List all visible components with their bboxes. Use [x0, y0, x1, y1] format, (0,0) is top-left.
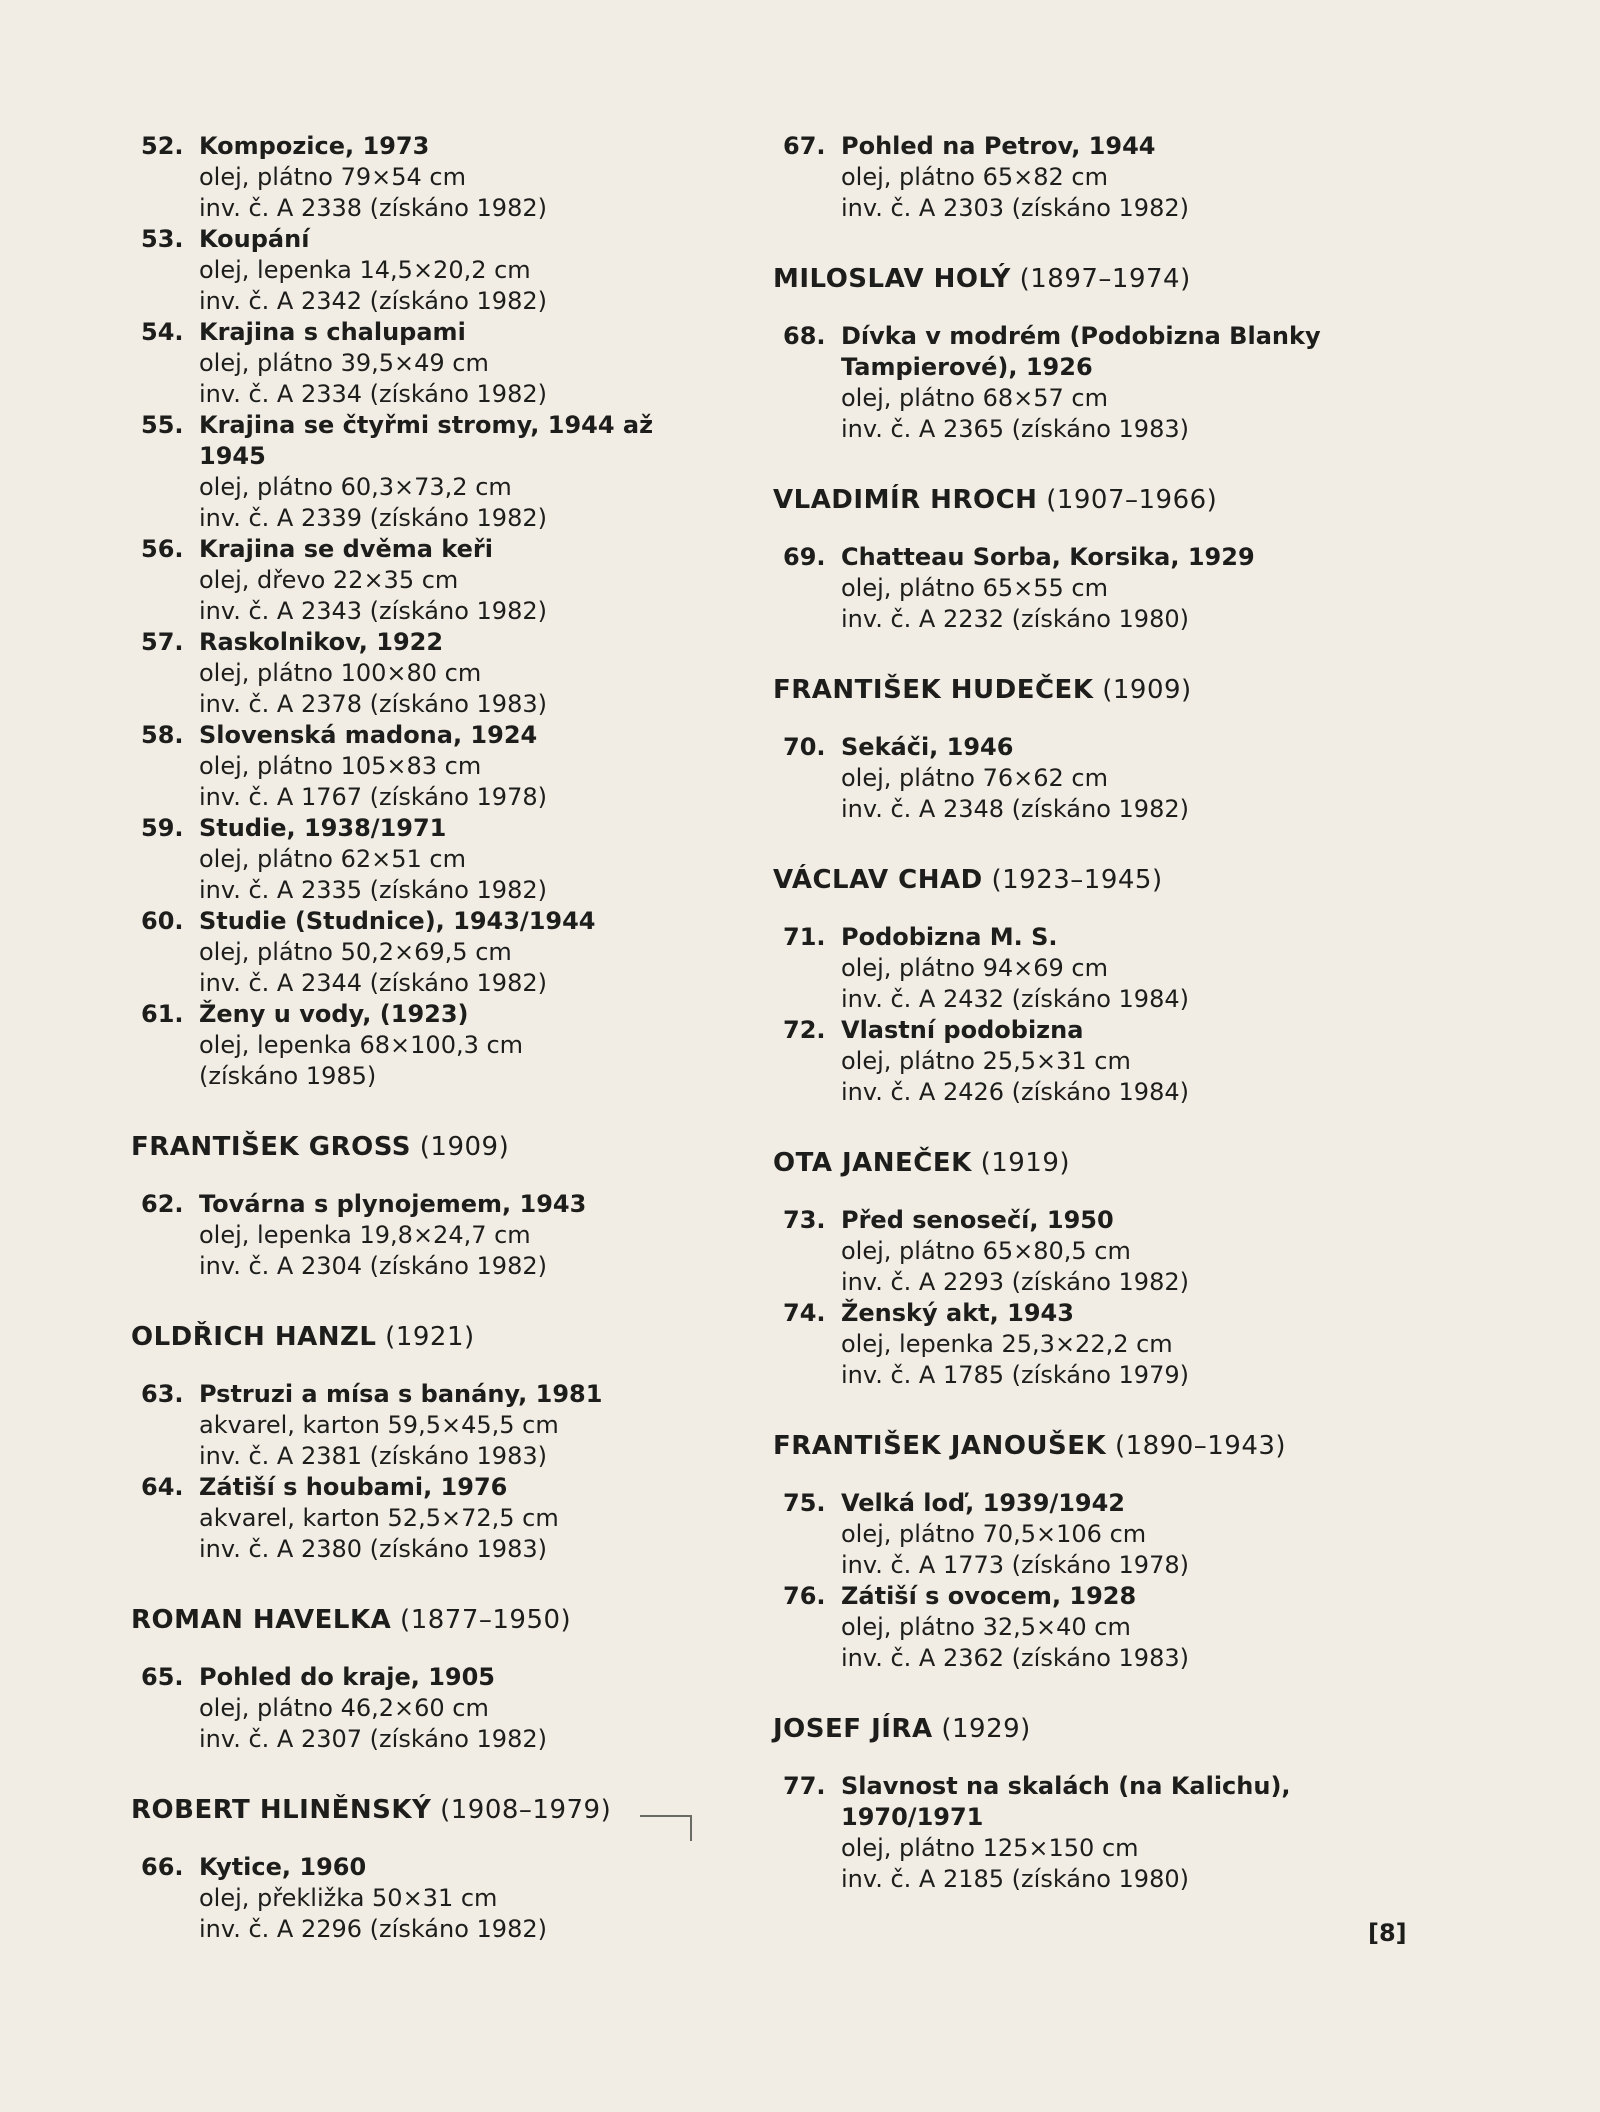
- artwork-inventory: inv. č. A 2343 (získáno 1982): [199, 597, 547, 625]
- entry-number: 55.: [141, 411, 184, 439]
- artwork-inventory: inv. č. A 2426 (získáno 1984): [841, 1078, 1189, 1106]
- artwork-inventory: inv. č. A 2348 (získáno 1982): [841, 795, 1189, 823]
- catalog-entry: [141, 1189, 701, 1282]
- artwork-title: Zátiší s houbami, 1976: [199, 1473, 508, 1501]
- artist-heading: [773, 263, 1343, 295]
- artwork-inventory: inv. č. A 2303 (získáno 1982): [841, 194, 1189, 222]
- artwork-title: Podobizna M. S.: [841, 923, 1058, 951]
- artist-heading: [131, 1794, 701, 1826]
- entry-number: 62.: [141, 1190, 184, 1218]
- artwork-title: Zátiší s ovocem, 1928: [841, 1582, 1137, 1610]
- artwork-title: Studie (Studnice), 1943/1944: [199, 907, 596, 935]
- artist-name: FRANTIŠEK GROSS: [131, 1132, 412, 1162]
- entry-number: 63.: [141, 1380, 184, 1408]
- artwork-medium: akvarel, karton 59,5⨯45,5 cm: [199, 1411, 559, 1439]
- entry-number: 67.: [783, 132, 826, 160]
- artwork-title: Vlastní podobizna: [841, 1016, 1084, 1044]
- artist-heading: [773, 1147, 1343, 1179]
- artwork-medium: olej, plátno 62⨯51 cm: [199, 845, 466, 873]
- catalog-entry: [141, 534, 701, 627]
- artwork-title: Pohled na Petrov, 1944: [841, 132, 1156, 160]
- artwork-title: Továrna s plynojemem, 1943: [199, 1190, 587, 1218]
- artist-name: VLADIMÍR HROCH: [773, 485, 1038, 515]
- artwork-inventory: inv. č. A 2293 (získáno 1982): [841, 1268, 1189, 1296]
- artwork-inventory: inv. č. A 1767 (získáno 1978): [199, 783, 547, 811]
- catalog-entry: [141, 1379, 701, 1472]
- artwork-title: Před senosečí, 1950: [841, 1206, 1114, 1234]
- artwork-title: Koupání: [199, 225, 310, 253]
- entry-number: 72.: [783, 1016, 826, 1044]
- catalog-entry: [783, 1298, 1343, 1391]
- artwork-medium: olej, plátno 68⨯57 cm: [841, 384, 1108, 412]
- artwork-medium: olej, plátno 76⨯62 cm: [841, 764, 1108, 792]
- artist-years: (1909): [419, 1132, 510, 1162]
- entry-number: 61.: [141, 1000, 184, 1028]
- artwork-medium: olej, plátno 105⨯83 cm: [199, 752, 482, 780]
- artwork-inventory: inv. č. A 2378 (získáno 1983): [199, 690, 547, 718]
- artwork-title: Raskolnikov, 1922: [199, 628, 444, 656]
- artwork-medium: olej, lepenka 68⨯100,3 cm: [199, 1031, 524, 1059]
- artwork-inventory: inv. č. A 2432 (získáno 1984): [841, 985, 1189, 1013]
- entry-number: 75.: [783, 1489, 826, 1517]
- entry-number: 69.: [783, 543, 826, 571]
- catalog-entry: [141, 410, 701, 534]
- artist-years: (1929): [941, 1714, 1031, 1744]
- artist-heading: [773, 864, 1343, 896]
- artist-heading: [773, 1713, 1343, 1745]
- entry-number: 73.: [783, 1206, 826, 1234]
- artwork-inventory: inv. č. A 2185 (získáno 1980): [841, 1865, 1189, 1893]
- entry-number: 74.: [783, 1299, 826, 1327]
- artist-name: VÁCLAV CHAD: [773, 865, 983, 895]
- artist-heading: [773, 674, 1343, 706]
- artwork-inventory: inv. č. A 2339 (získáno 1982): [199, 504, 547, 532]
- artwork-inventory: inv. č. A 2304 (získáno 1982): [199, 1252, 547, 1280]
- artwork-medium: olej, plátno 65⨯55 cm: [841, 574, 1108, 602]
- artwork-title: Kytice, 1960: [199, 1853, 367, 1881]
- artwork-title: Studie, 1938/1971: [199, 814, 447, 842]
- entry-number: 56.: [141, 535, 184, 563]
- entry-number: 76.: [783, 1582, 826, 1610]
- entry-number: 59.: [141, 814, 184, 842]
- artist-name: ROBERT HLINĚNSKÝ: [131, 1795, 432, 1825]
- artwork-inventory: inv. č. A 2296 (získáno 1982): [199, 1915, 547, 1943]
- entry-number: 60.: [141, 907, 184, 935]
- artwork-medium: olej, lepenka 14,5⨯20,2 cm: [199, 256, 531, 284]
- artwork-medium: olej, plátno 25,5⨯31 cm: [841, 1047, 1131, 1075]
- entry-number: 52.: [141, 132, 184, 160]
- catalog-entry: [141, 720, 701, 813]
- artwork-title: Chatteau Sorba, Korsika, 1929: [841, 543, 1255, 571]
- artwork-inventory: inv. č. A 2232 (získáno 1980): [841, 605, 1189, 633]
- artwork-inventory: inv. č. A 2334 (získáno 1982): [199, 380, 547, 408]
- artist-years: (1919): [980, 1148, 1071, 1178]
- artwork-medium: olej, plátno 46,2⨯60 cm: [199, 1694, 489, 1722]
- artwork-medium: olej, plátno 100⨯80 cm: [199, 659, 482, 687]
- entry-number: 58.: [141, 721, 184, 749]
- artist-name: FRANTIŠEK HUDEČEK: [773, 675, 1094, 705]
- artwork-inventory: inv. č. A 2344 (získáno 1982): [199, 969, 547, 997]
- artwork-title: Pstruzi a mísa s banány, 1981: [199, 1380, 603, 1408]
- entry-number: 71.: [783, 923, 826, 951]
- artist-name: OLDŘICH HANZL: [131, 1322, 377, 1352]
- artwork-medium: olej, plátno 39,5⨯49 cm: [199, 349, 489, 377]
- artwork-inventory: inv. č. A 2338 (získáno 1982): [199, 194, 547, 222]
- artist-heading: [131, 1604, 701, 1636]
- catalog-entry: [141, 999, 701, 1092]
- entry-number: 54.: [141, 318, 184, 346]
- artist-years: (1877–1950): [400, 1605, 572, 1635]
- catalog-entry: [141, 1852, 701, 1945]
- artist-name: FRANTIŠEK JANOUŠEK: [773, 1431, 1107, 1461]
- right-column: [773, 131, 1343, 1895]
- artwork-inventory: inv. č. A 1785 (získáno 1979): [841, 1361, 1189, 1389]
- artist-years: (1908–1979): [440, 1795, 612, 1825]
- artist-years: (1909): [1102, 675, 1192, 705]
- artist-name: OTA JANEČEK: [773, 1148, 972, 1178]
- catalog-entry: [783, 1581, 1343, 1674]
- artwork-title: Krajina se čtyřmi stromy, 1944 až 1945: [199, 411, 654, 470]
- catalog-entry: [141, 627, 701, 720]
- left-column: [131, 131, 701, 1945]
- catalog-entry: [141, 906, 701, 999]
- artist-heading: [131, 1321, 701, 1353]
- artwork-inventory: inv. č. A 2381 (získáno 1983): [199, 1442, 547, 1470]
- artwork-medium: olej, dřevo 22⨯35 cm: [199, 566, 459, 594]
- artwork-medium: olej, plátno 79⨯54 cm: [199, 163, 466, 191]
- catalog-entry: [141, 1662, 701, 1755]
- entry-number: 57.: [141, 628, 184, 656]
- artwork-title: Slovenská madona, 1924: [199, 721, 538, 749]
- catalog-entry: [783, 1015, 1343, 1108]
- artist-years: (1921): [385, 1322, 475, 1352]
- artist-name: ROMAN HAVELKA: [131, 1605, 392, 1635]
- artwork-medium: akvarel, karton 52,5⨯72,5 cm: [199, 1504, 559, 1532]
- artist-years: (1897–1974): [1019, 264, 1191, 294]
- artwork-inventory: inv. č. A 1773 (získáno 1978): [841, 1551, 1189, 1579]
- artwork-title: Ženský akt, 1943: [841, 1299, 1074, 1327]
- artwork-title: Krajina se dvěma keři: [199, 535, 493, 563]
- catalog-entry: [783, 922, 1343, 1015]
- artist-heading: [773, 1430, 1343, 1462]
- artwork-medium: olej, plátno 65⨯80,5 cm: [841, 1237, 1131, 1265]
- artwork-title: Slavnost na skalách (na Kalichu), 1970/1971: [841, 1772, 1291, 1831]
- entry-number: 70.: [783, 733, 826, 761]
- page-number: [8]: [1368, 1919, 1407, 1947]
- artwork-medium: olej, překližka 50⨯31 cm: [199, 1884, 498, 1912]
- artwork-medium: olej, lepenka 25,3⨯22,2 cm: [841, 1330, 1173, 1358]
- artwork-medium: olej, plátno 50,2⨯69,5 cm: [199, 938, 512, 966]
- catalog-entry: [783, 1771, 1343, 1895]
- artist-years: (1923–1945): [991, 865, 1163, 895]
- artwork-inventory: inv. č. A 2380 (získáno 1983): [199, 1535, 547, 1563]
- entry-number: 64.: [141, 1473, 184, 1501]
- artwork-title: Krajina s chalupami: [199, 318, 466, 346]
- artwork-medium: olej, plátno 32,5⨯40 cm: [841, 1613, 1131, 1641]
- catalog-entry: [783, 131, 1343, 224]
- entry-number: 77.: [783, 1772, 826, 1800]
- artwork-medium: olej, plátno 94⨯69 cm: [841, 954, 1108, 982]
- entry-number: 66.: [141, 1853, 184, 1881]
- catalog-entry: [141, 813, 701, 906]
- artwork-title: Kompozice, 1973: [199, 132, 430, 160]
- catalog-entry: [783, 321, 1343, 445]
- catalog-entry: [141, 317, 701, 410]
- catalog-entry: [783, 1205, 1343, 1298]
- artwork-title: Dívka v modrém (Podobizna Blanky Tampierové), 1926: [841, 322, 1321, 381]
- catalog-entry: [141, 131, 701, 224]
- entry-number: 65.: [141, 1663, 184, 1691]
- artist-name: JOSEF JÍRA: [773, 1714, 933, 1744]
- artwork-inventory: inv. č. A 2342 (získáno 1982): [199, 287, 547, 315]
- artwork-title: Sekáči, 1946: [841, 733, 1014, 761]
- artwork-inventory: inv. č. A 2365 (získáno 1983): [841, 415, 1189, 443]
- artwork-title: Ženy u vody, (1923): [199, 1000, 469, 1028]
- artist-heading: [131, 1131, 701, 1163]
- artwork-title: Velká loď, 1939/1942: [841, 1489, 1126, 1517]
- artwork-medium: olej, lepenka 19,8⨯24,7 cm: [199, 1221, 531, 1249]
- artwork-inventory: inv. č. A 2335 (získáno 1982): [199, 876, 547, 904]
- artwork-medium: olej, plátno 125⨯150 cm: [841, 1834, 1139, 1862]
- artist-heading: [773, 484, 1343, 516]
- artwork-medium: olej, plátno 70,5⨯106 cm: [841, 1520, 1147, 1548]
- catalog-entry: [783, 542, 1343, 635]
- entry-number: 53.: [141, 225, 184, 253]
- artwork-inventory: (získáno 1985): [199, 1062, 377, 1090]
- entry-number: 68.: [783, 322, 826, 350]
- artwork-medium: olej, plátno 60,3⨯73,2 cm: [199, 473, 512, 501]
- artwork-medium: olej, plátno 65⨯82 cm: [841, 163, 1108, 191]
- artist-years: (1890–1943): [1114, 1431, 1287, 1461]
- artwork-inventory: inv. č. A 2307 (získáno 1982): [199, 1725, 547, 1753]
- artist-years: (1907–1966): [1046, 485, 1218, 515]
- catalog-entry: [783, 1488, 1343, 1581]
- artist-name: MILOSLAV HOLÝ: [773, 264, 1011, 294]
- catalog-entry: [141, 1472, 701, 1565]
- artwork-title: Pohled do kraje, 1905: [199, 1663, 495, 1691]
- catalog-entry: [783, 732, 1343, 825]
- bleed-through-mark: [640, 1815, 692, 1841]
- artwork-inventory: inv. č. A 2362 (získáno 1983): [841, 1644, 1189, 1672]
- catalog-entry: [141, 224, 701, 317]
